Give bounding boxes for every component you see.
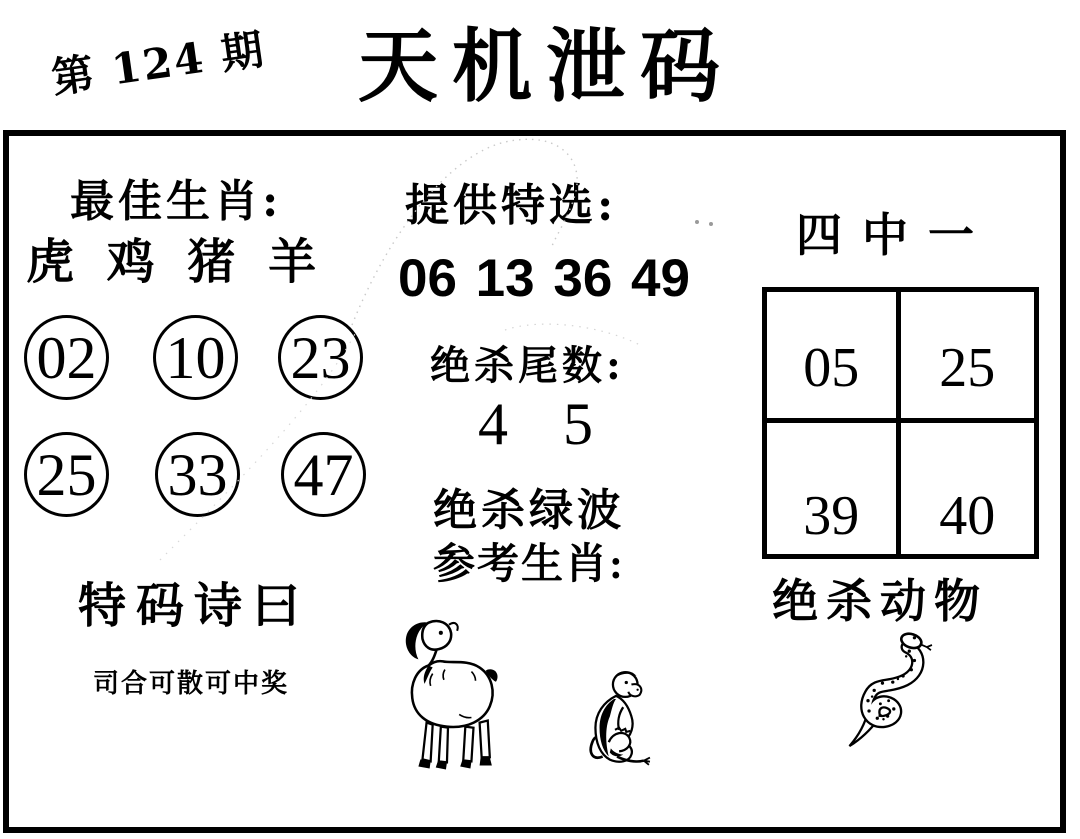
issue-number: 第 124 期: [48, 24, 269, 103]
four-pick-one-label: 四中一: [796, 208, 994, 262]
grid-number-2: 25: [901, 292, 1035, 423]
kill-tail-values: 4 5: [478, 391, 593, 457]
grid-number-3: 39: [767, 423, 901, 554]
sheet-title: 天机泄码: [358, 19, 734, 113]
circled-number-3: 23: [278, 315, 363, 400]
circled-number-1: 02: [24, 315, 109, 400]
goat-image: [398, 612, 500, 772]
circled-number-6: 47: [281, 432, 366, 517]
best-zodiac-label: 最佳生肖:: [70, 176, 283, 227]
grid-number-4: 40: [939, 485, 996, 547]
circled-number-5: 33: [155, 432, 240, 517]
special-selection-numbers: 06 13 36 49: [398, 249, 690, 308]
best-zodiac-values: 虎 鸡 猪 羊: [26, 234, 325, 290]
poem-label: 特码诗曰: [78, 578, 311, 634]
reference-zodiac-label: 参考生肖:: [433, 542, 625, 588]
poem-text: 司合可散可中奖: [93, 668, 290, 698]
kill-animal-label: 绝杀动物: [772, 574, 988, 628]
kill-green-wave-text: 绝杀绿波: [433, 486, 625, 535]
four-pick-one-grid: [762, 287, 1039, 559]
monkey-image: [580, 666, 652, 771]
special-selection-label: 提供特选:: [405, 180, 618, 231]
grid-number-1: 05: [767, 292, 901, 423]
kill-tail-label: 绝杀尾数:: [430, 342, 625, 389]
circled-number-2: 10: [153, 315, 238, 400]
circled-number-4: 25: [24, 432, 109, 517]
snake-image: [835, 624, 933, 764]
